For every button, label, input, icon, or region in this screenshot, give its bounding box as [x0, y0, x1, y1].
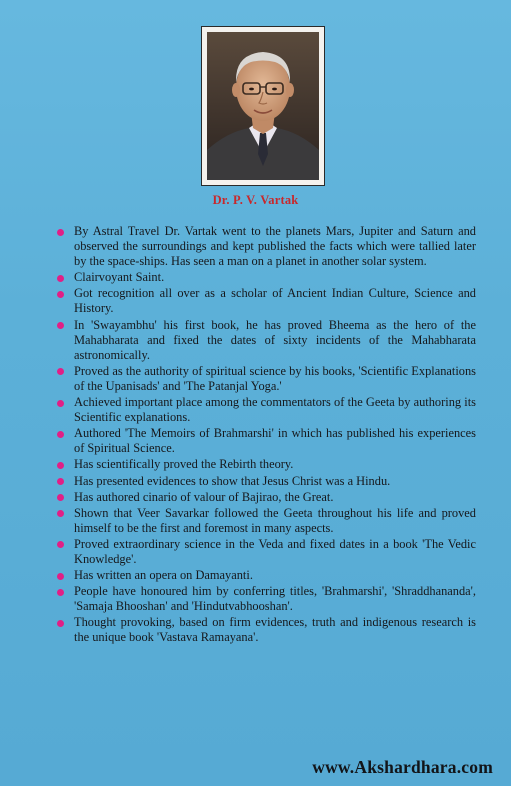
list-item	[56, 286, 476, 316]
list-item	[56, 537, 476, 567]
bullet-icon	[57, 229, 64, 236]
list-item-text: Has authored cinario of valour of Bajirao, the Great.	[74, 489, 334, 504]
list-item	[56, 490, 476, 505]
list-item-text: Proved extraordinary science in the Veda and fixed dates in a book 'The Vedic Knowledge'.	[74, 536, 476, 566]
list-item-text: Got recognition all over as a scholar of Ancient Indian Culture, Science and History.	[74, 286, 476, 316]
author-photo	[207, 32, 319, 180]
list-item-text: Achieved important place among the commentators of the Geeta by authoring its Scientific explanations.	[74, 395, 476, 425]
bullet-icon	[57, 322, 64, 329]
bullet-icon	[57, 291, 64, 298]
bullet-icon	[57, 431, 64, 438]
list-item	[56, 270, 476, 285]
bullet-icon	[57, 400, 64, 407]
website-url: www.Akshardhara.com	[312, 757, 493, 777]
bullet-icon	[57, 573, 64, 580]
author-name: Dr. P. V. Vartak	[212, 193, 299, 207]
list-item	[56, 474, 476, 489]
list-item-text: By Astral Travel Dr. Vartak went to the planets Mars, Jupiter and Saturn and observed the surroundings and kept published the facts which were tallied later by the space-ships. Has seen a man on a planet in another solar system.	[74, 224, 476, 269]
bullet-icon	[57, 368, 64, 375]
list-item-text: Has scientifically proved the Rebirth theory.	[74, 457, 294, 472]
list-item	[56, 584, 476, 614]
list-item	[56, 615, 476, 645]
list-item-text: Clairvoyant Saint.	[74, 270, 165, 285]
bullet-icon	[57, 275, 64, 282]
bullet-icon	[57, 620, 64, 627]
list-item-text: Has written an opera on Damayanti.	[74, 568, 253, 583]
list-item	[56, 568, 476, 583]
list-item	[56, 395, 476, 425]
list-item-text: Shown that Veer Savarkar followed the Geeta throughout his life and proved himself to be the first and foremost in many aspects.	[74, 505, 476, 535]
list-item	[56, 364, 476, 394]
list-item-text: Has presented evidences to show that Jesus Christ was a Hindu.	[74, 473, 391, 488]
bullet-icon	[57, 478, 64, 485]
list-item-text: Authored 'The Memoirs of Brahmarshi' in which has published his experiences of Spiritual Science.	[74, 426, 476, 456]
list-item	[56, 318, 476, 363]
bullet-icon	[57, 541, 64, 548]
bullet-icon	[57, 462, 64, 469]
list-item	[56, 506, 476, 536]
author-portrait-image	[207, 32, 319, 180]
list-item	[56, 457, 476, 472]
bullet-icon	[57, 510, 64, 517]
list-item-text: People have honoured him by conferring titles, 'Brahmarshi', 'Shraddhananda', 'Samaja Bhooshan' and 'Hindutvabhooshan'.	[74, 584, 476, 614]
bullet-icon	[57, 494, 64, 501]
list-item-text: In 'Swayambhu' his first book, he has proved Bheema as the hero of the Mahabharata and fixed the dates of sixty incidents of the Mahabharata astronomically.	[74, 317, 476, 362]
list-item-text: Proved as the authority of spiritual science by his books, 'Scientific Explanations of the Upanisads' and 'The Patanjal Yoga.'	[74, 363, 476, 393]
list-item	[56, 426, 476, 456]
list-item-text: Thought provoking, based on firm evidences, truth and indigenous research is the unique book 'Vastava Ramayana'.	[74, 615, 476, 645]
achievements-list	[56, 224, 476, 647]
bullet-icon	[57, 589, 64, 596]
author-photo-frame	[201, 26, 325, 186]
list-item	[56, 224, 476, 269]
